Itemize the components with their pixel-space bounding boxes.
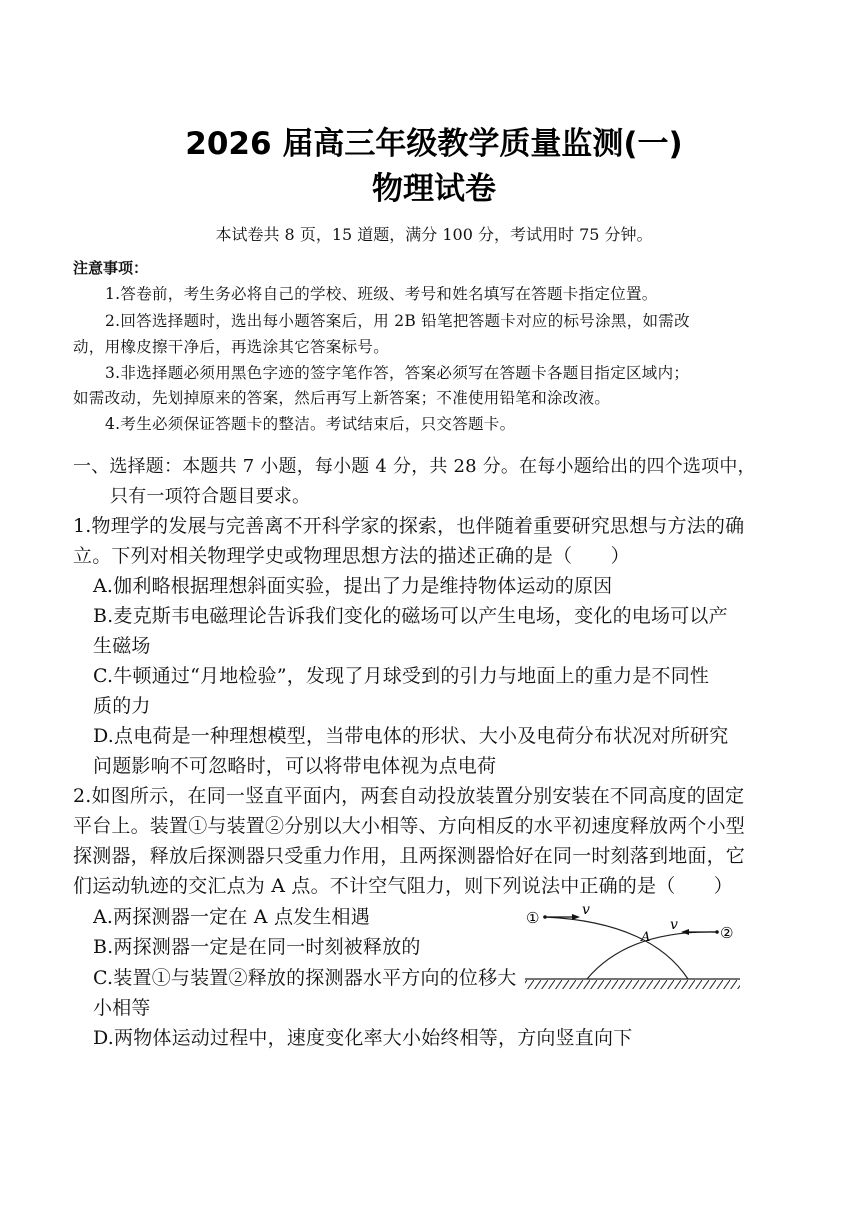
notice-line-1: 1.答卷前，考生务必将自己的学校、班级、考号和姓名填写在答题卡指定位置。 xyxy=(105,285,658,303)
notice-line-3: 动，用橡皮擦干净后，再选涂其它答案标号。 xyxy=(73,338,390,356)
q1-option-b-line-1: B.麦克斯韦电磁理论告诉我们变化的磁场可以产生电场，变化的电场可以产 xyxy=(93,605,728,627)
velocity-arrowhead-2 xyxy=(681,929,689,935)
q2-figure xyxy=(520,900,745,995)
exam-title: 2026 届高三年级教学质量监测(一) xyxy=(185,126,683,162)
exam-info: 本试卷共 8 页，15 道题，满分 100 分，考试用时 75 分钟。 xyxy=(215,225,653,244)
q1-option-d-line-2: 问题影响不可忽略时，可以将带电体视为点电荷 xyxy=(93,755,497,777)
q1-option-c-line-1: C.牛顿通过“月地检验”，发现了月球受到的引力与地面上的重力是不同性 xyxy=(93,665,710,687)
notice-line-4: 3.非选择题必须用黑色字迹的签字笔作答，答案必须写在答题卡各题目指定区域内； xyxy=(105,364,690,382)
launch-point-2 xyxy=(715,930,719,934)
q2-option-c-line-1: C.装置①与装置②释放的探测器水平方向的位移大 xyxy=(93,967,517,989)
intersection-a-label: A xyxy=(641,930,651,945)
section-heading-line-2: 只有一项符合题目要求。 xyxy=(110,486,311,507)
notice-heading: 注意事项： xyxy=(73,259,149,277)
launch-point-1 xyxy=(543,915,547,919)
q1-stem-line-1: 1.物理学的发展与完善离不开科学家的探索，也伴随着重要研究思想与方法的确 xyxy=(73,515,745,537)
velocity-label-1: v xyxy=(582,902,590,918)
q2-stem-line-1: 2.如图所示，在同一竖直平面内，两套自动投放装置分别安装在不同高度的固定 xyxy=(73,785,745,807)
q2-option-a: A.两探测器一定在 A 点发生相遇 xyxy=(93,906,370,928)
q1-option-a: A.伽利略根据理想斜面实验，提出了力是维持物体运动的原因 xyxy=(93,575,613,597)
notice-line-6: 4.考生必须保证答题卡的整洁。考试结束后，只交答题卡。 xyxy=(105,415,516,433)
q2-stem-line-3: 探测器，释放后探测器只受重力作用，且两探测器恰好在同一时刻落到地面，它 xyxy=(73,845,746,867)
device-2-label: ② xyxy=(720,924,734,942)
device-1-label: ① xyxy=(526,909,540,927)
trajectory-1 xyxy=(545,917,688,979)
q2-option-d: D.两物体运动过程中，速度变化率大小始终相等，方向竖直向下 xyxy=(93,1027,633,1049)
exam-subject-title: 物理试卷 xyxy=(372,171,496,207)
trajectory-2 xyxy=(587,932,717,979)
velocity-arrowhead-1 xyxy=(572,914,580,920)
notice-line-5: 如需改动，先划掉原来的答案，然后再写上新答案；不准使用铅笔和涂改液。 xyxy=(73,389,611,407)
q2-option-c-line-2: 小相等 xyxy=(93,997,151,1019)
velocity-label-2: v xyxy=(670,917,678,933)
q2-stem-line-4: 们运动轨迹的交汇点为 A 点。不计空气阻力，则下列说法中正确的是（ ） xyxy=(73,875,734,897)
q2-option-b: B.两探测器一定是在同一时刻被释放的 xyxy=(93,936,421,958)
notice-line-2: 2.回答选择题时，选出每小题答案后，用 2B 铅笔把答题卡对应的标号涂黑，如需改 xyxy=(105,312,690,330)
q1-option-b-line-2: 生磁场 xyxy=(93,635,151,657)
q1-option-c-line-2: 质的力 xyxy=(93,695,151,717)
q1-option-d-line-1: D.点电荷是一种理想模型，当带电体的形状、大小及电荷分布状况对所研究 xyxy=(93,725,729,747)
section-heading-line-1: 一、选择题：本题共 7 小题，每小题 4 分，共 28 分。在每小题给出的四个选项中， xyxy=(73,456,756,477)
ground-hatch xyxy=(525,980,740,989)
q1-stem-line-2: 立。下列对相关物理学史或物理思想方法的描述正确的是（ ） xyxy=(73,545,630,567)
q2-stem-line-2: 平台上。装置①与装置②分别以大小相等、方向相反的水平初速度释放两个小型 xyxy=(73,815,746,837)
